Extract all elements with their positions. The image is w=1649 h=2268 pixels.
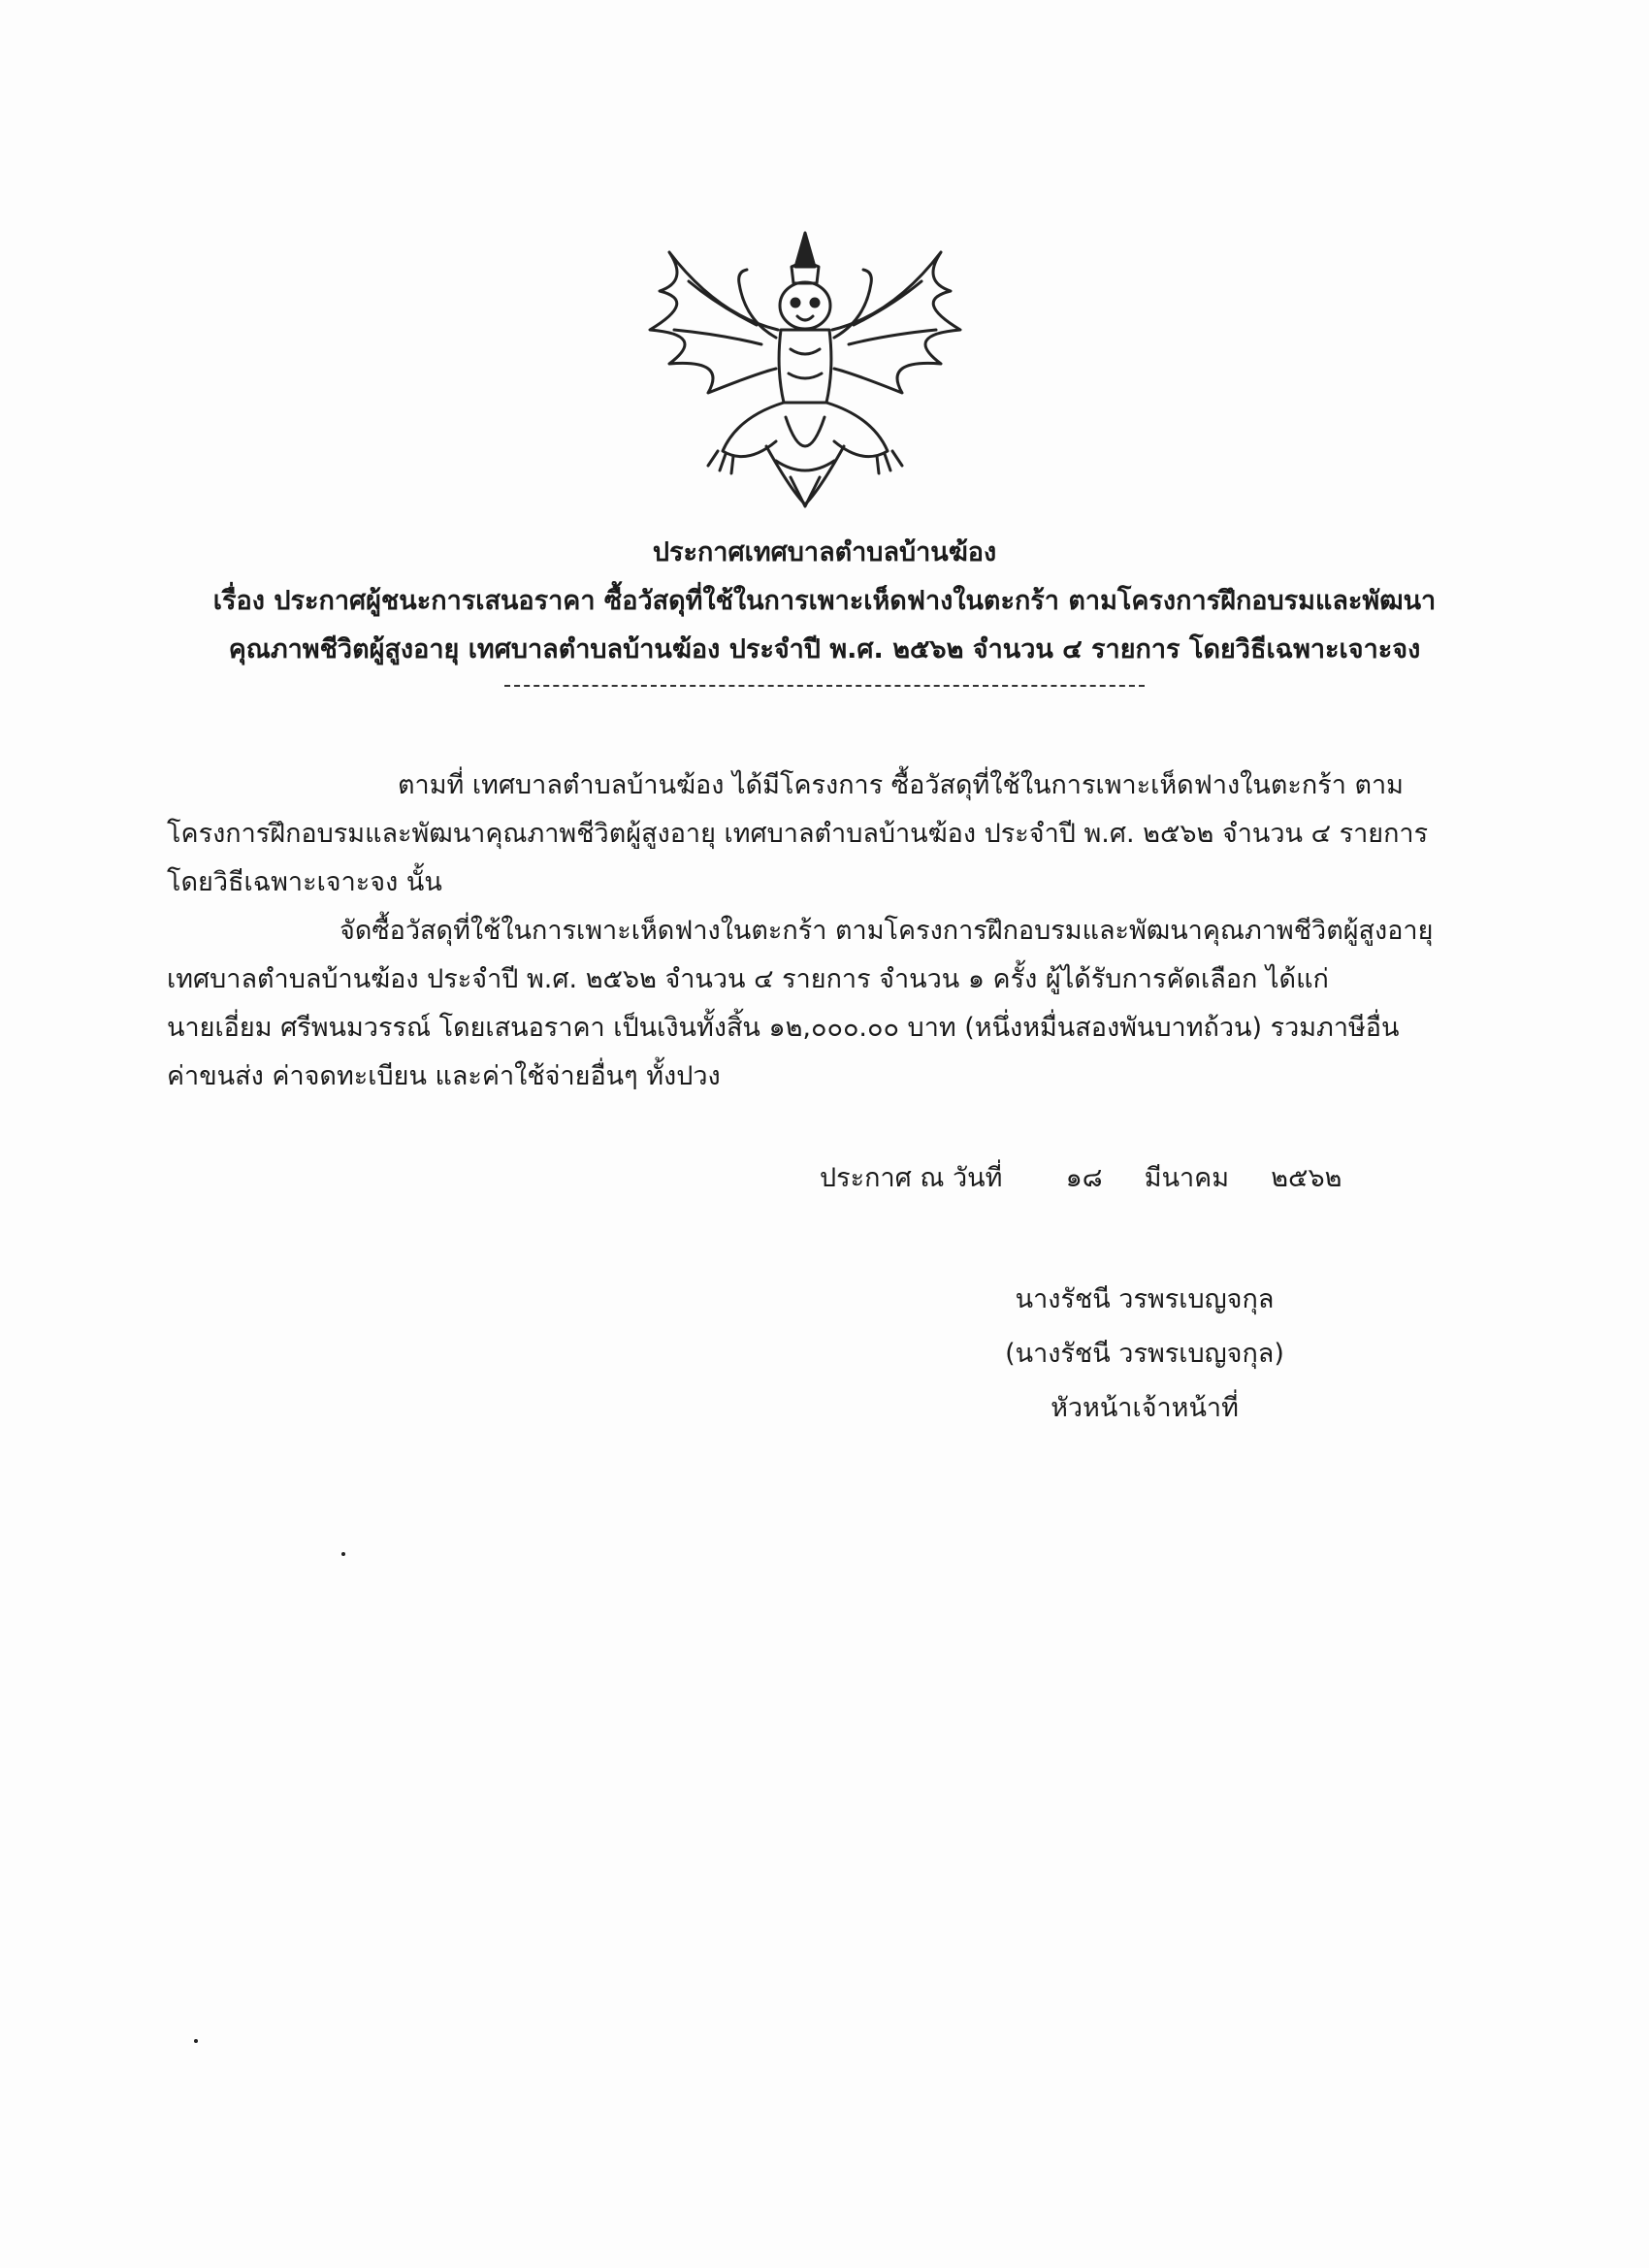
body-paragraph-1 — [167, 761, 1515, 907]
title-divider — [504, 685, 1145, 687]
paragraph-2-line-3: นายเอี่ยม ศรีพนมวรรณ์ โดยเสนอราคา เป็นเงินทั้งสิ้น ๑๒,๐๐๐.๐๐ บาท (หนึ่งหมื่นสองพันบาทถ้วน) รวมภาษีอื่น — [167, 1013, 1400, 1043]
paragraph-1-line-3: โดยวิธีเฉพาะเจาะจง นั้น — [167, 867, 442, 897]
paragraph-1-line-1: ตามที่ เทศบาลตำบลบ้านฆ้อง ได้มีโครงการ ซื้อวัสดุที่ใช้ในการเพาะเห็ดฟางในตะกร้า ตาม — [398, 770, 1404, 800]
date-label: ประกาศ ณ วันที่ — [820, 1163, 1003, 1193]
date-day: ๑๘ — [1065, 1163, 1103, 1193]
signature-name-parenthesized: (นางรัชนี วรพรเบญจกุล) — [1005, 1339, 1284, 1369]
signature-position: หัวหน้าเจ้าหน้าที่ — [1051, 1393, 1239, 1423]
title-line-1: ประกาศเทศบาลตำบลบ้านฆ้อง — [652, 537, 997, 567]
signature-name: นางรัชนี วรพรเบญจกุล — [1015, 1284, 1275, 1314]
garuda-emblem-icon — [630, 223, 980, 514]
paragraph-2-line-4: ค่าขนส่ง ค่าจดทะเบียน และค่าใช้จ่ายอื่นๆ ทั้งปวง — [167, 1061, 721, 1091]
date-month: มีนาคม — [1144, 1163, 1230, 1193]
title-line-3: คุณภาพชีวิตผู้สูงอายุ เทศบาลตำบลบ้านฆ้อง ประจำปี พ.ศ. ๒๕๖๒ จำนวน ๔ รายการ โดยวิธีเฉพาะเจาะจง — [228, 634, 1421, 664]
title-line-2: เรื่อง ประกาศผู้ชนะการเสนอราคา ซื้อวัสดุที่ใช้ในการเพาะเห็ดฟางในตะกร้า ตามโครงการฝึกอบรมและพัฒนา — [212, 586, 1437, 616]
scan-speck — [341, 1552, 345, 1556]
paragraph-2-line-1: จัดซื้อวัสดุที่ใช้ในการเพาะเห็ดฟางในตะกร้า ตามโครงการฝึกอบรมและพัฒนาคุณภาพชีวิตผู้สูงอายุ — [340, 916, 1434, 946]
paragraph-2-line-2: เทศบาลตำบลบ้านฆ้อง ประจำปี พ.ศ. ๒๕๖๒ จำนวน ๔ รายการ จำนวน ๑ ครั้ง ผู้ได้รับการคัดเลือก ได้แก่ — [167, 964, 1329, 994]
signature-block — [980, 1273, 1310, 1436]
announcement-date — [820, 1154, 1342, 1203]
announcement-title — [136, 529, 1513, 674]
date-year: ๒๕๖๒ — [1271, 1163, 1342, 1193]
body-paragraph-2 — [167, 907, 1515, 1101]
scan-speck — [194, 2039, 198, 2043]
paragraph-1-line-2: โครงการฝึกอบรมและพัฒนาคุณภาพชีวิตผู้สูงอายุ เทศบาลตำบลบ้านฆ้อง ประจำปี พ.ศ. ๒๕๖๒ จำนวน ๔ รายการ — [167, 819, 1429, 849]
